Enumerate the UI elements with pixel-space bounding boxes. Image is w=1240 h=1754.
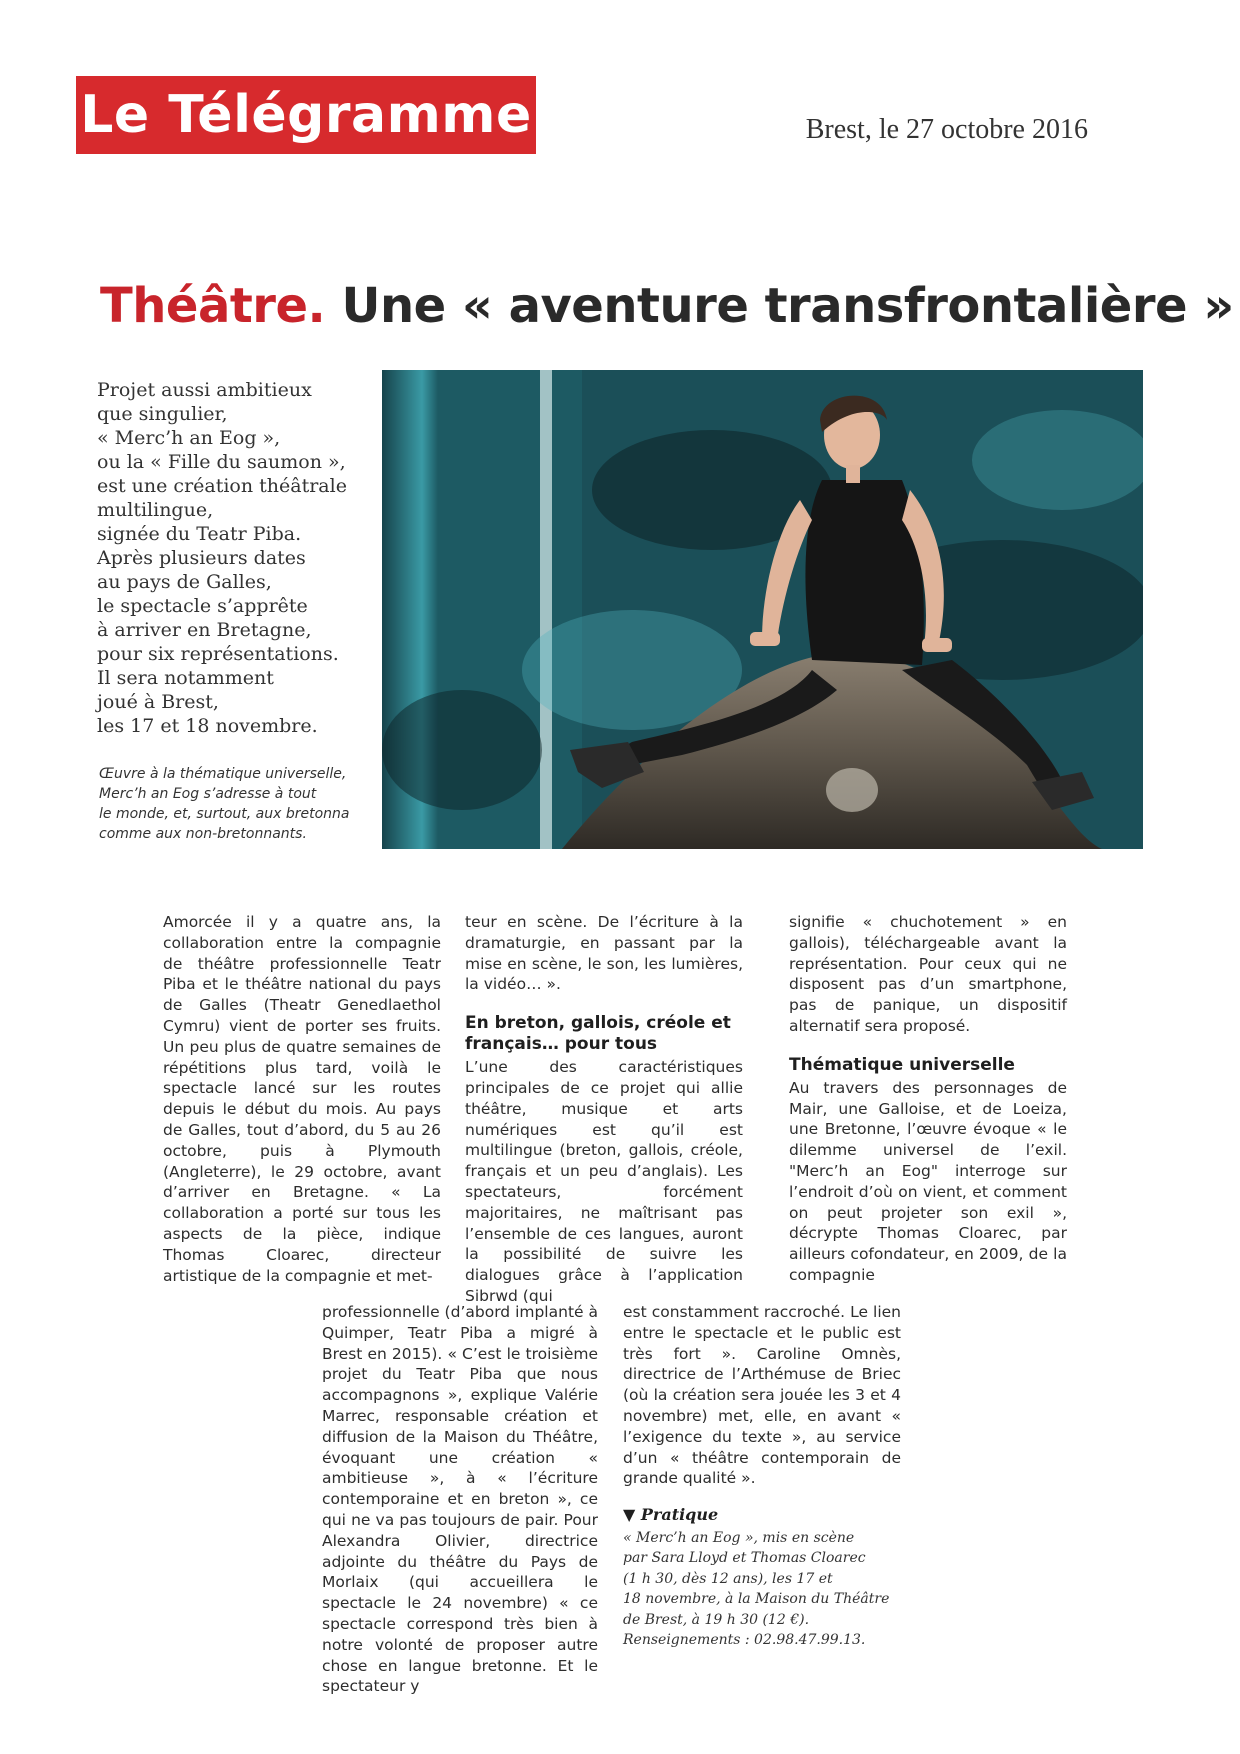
newspaper-logo [76, 76, 536, 154]
practical-info-line: 18 novembre, à la Maison du Théâtre [623, 1591, 890, 1608]
subheading: En breton, gallois, créole et français… pour tous [465, 1013, 731, 1055]
newspaper-name: Le Télégramme [80, 85, 532, 145]
lead-line: Il sera notamment [97, 667, 274, 689]
lead-line: est une création théâtrale [97, 475, 347, 497]
caption-line: le monde, et, surtout, aux bretonna [99, 806, 350, 822]
practical-info-heading: ▼ Pratique [623, 1505, 719, 1525]
headline-title: Une « aventure transfrontalière » [341, 278, 1234, 334]
subheading: Thématique universelle [789, 1054, 1015, 1075]
article-headline [100, 278, 1234, 334]
lead-line: joué à Brest, [97, 691, 219, 713]
lead-line: le spectacle s’apprête [97, 595, 308, 617]
paragraph: L’une des caractéristiques principales de ce projet qui allie théâtre, musique et arts numériques est qu’il est multilingue (breton, gallois, créole, français et un peu d’anglais). Les spectateurs, forcément majoritaires, ne maîtrisant pas l’ensemble de ces langues, auront la possibilité de suivre les dialogues grâce à l’application Sibrwd (qui [465, 1058, 743, 1305]
caption-line: comme aux non-bretonnants. [99, 826, 307, 842]
headline-kicker: Théâtre. [100, 278, 326, 334]
performer-photo [382, 370, 1143, 849]
lead-line: signée du Teatr Piba. [97, 523, 302, 545]
caption-line: Merc’h an Eog s’adresse à tout [99, 786, 317, 802]
lead-line: multilingue, [97, 499, 214, 521]
practical-info-line: (1 h 30, dès 12 ans), les 17 et [623, 1570, 833, 1587]
practical-info [623, 1528, 901, 1651]
article-column-1 [163, 912, 441, 1286]
article-column-3 [789, 912, 1067, 1286]
paragraph: est constamment raccroché. Le lien entre le spectacle et le public est très fort ». Caroline Omnès, directrice de l’Arthémuse de Briec (où la création sera jouée les 3 et 4 novembre) met, elle, en avant « l’exigence du texte », au service d’un « théâtre contemporain de grande qualité ». [623, 1303, 901, 1488]
lead-line: Projet aussi ambitieux [97, 379, 312, 401]
practical-info-line: de Brest, à 19 h 30 (12 €). [623, 1611, 810, 1628]
lead-line: Après plusieurs dates [97, 547, 306, 569]
lead-line: à arriver en Bretagne, [97, 619, 312, 641]
article-column-2 [465, 912, 743, 1307]
practical-info-line: « Merc’h an Eog », mis en scène [623, 1529, 855, 1546]
lead-line: pour six représentations. [97, 643, 339, 665]
lead-line: que singulier, [97, 403, 228, 425]
paragraph: signifie « chuchotement » en gallois), téléchargeable avant la représentation. Pour ceux qui ne disposent pas d’un smartphone, pas de panique, un dispositif alternatif sera proposé. [789, 913, 1067, 1035]
lead-line: les 17 et 18 novembre. [97, 715, 318, 737]
paragraph: Au travers des personnages de Mair, une Galloise, et de Loeiza, une Bretonne, l’œuvre évoque « le dilemme universel de l’exil. "Merc’h an Eog" interroge sur l’endroit d’où on vient, et comment on peut projeter son exil », décrypte Thomas Cloarec, par ailleurs cofondateur, en 2009, de la compagnie [789, 1078, 1067, 1284]
article-lead [97, 378, 397, 738]
paragraph: Amorcée il y a quatre ans, la collaboration entre la compagnie de théâtre professionnelle Teatr Piba et le théâtre national du pays de Galles (Theatr Genedlaethol Cymru) vient de porter ses fruits. Un peu plus de quatre semaines de répétitions plus tard, voilà le spectacle lancé sur les routes depuis le début du mois. Au pays de Galles, tout d’abord, du 5 au 26 octobre, puis à Plymouth (Angleterre), le 29 octobre, avant d’arriver en Bretagne. « La collaboration a porté sur tous les aspects de la pièce, indique Thomas Cloarec, directeur artistique de la compagnie et met- [163, 913, 441, 1285]
dateline: Brest, le 27 octobre 2016 [805, 114, 1088, 145]
paragraph: professionnelle (d’abord implanté à Quimper, Teatr Piba a migré à Brest en 2015). « C’est le troisième projet du Teatr Piba que nous accompagnons », explique Valérie Marrec, responsable création et diffusion de la Maison du Théâtre, évoquant une création « ambitieuse », à « l’écriture contemporaine et en breton », ce qui ne va pas toujours de pair. Pour Alexandra Olivier, directrice adjointe du théâtre du Pays de Morlaix (qui accueillera le spectacle le 24 novembre) « ce spectacle correspond très bien à notre volonté de proposer autre chose en langue bretonne. Et le spectateur y [322, 1303, 598, 1696]
article-column-5 [623, 1302, 901, 1651]
practical-info-line: Renseignements : 02.98.47.99.13. [623, 1632, 866, 1649]
lead-line: au pays de Galles, [97, 571, 272, 593]
photo-caption [99, 764, 389, 844]
article-column-4 [322, 1302, 598, 1697]
lead-line: ou la « Fille du saumon », [97, 451, 346, 473]
practical-info-line: par Sara Lloyd et Thomas Cloarec [623, 1550, 866, 1567]
caption-line: Œuvre à la thématique universelle, [99, 766, 347, 782]
paragraph: teur en scène. De l’écriture à la dramaturgie, en passant par la mise en scène, le son, les lumières, la vidéo… ». [465, 913, 743, 994]
lead-line: « Merc’h an Eog », [97, 427, 281, 449]
